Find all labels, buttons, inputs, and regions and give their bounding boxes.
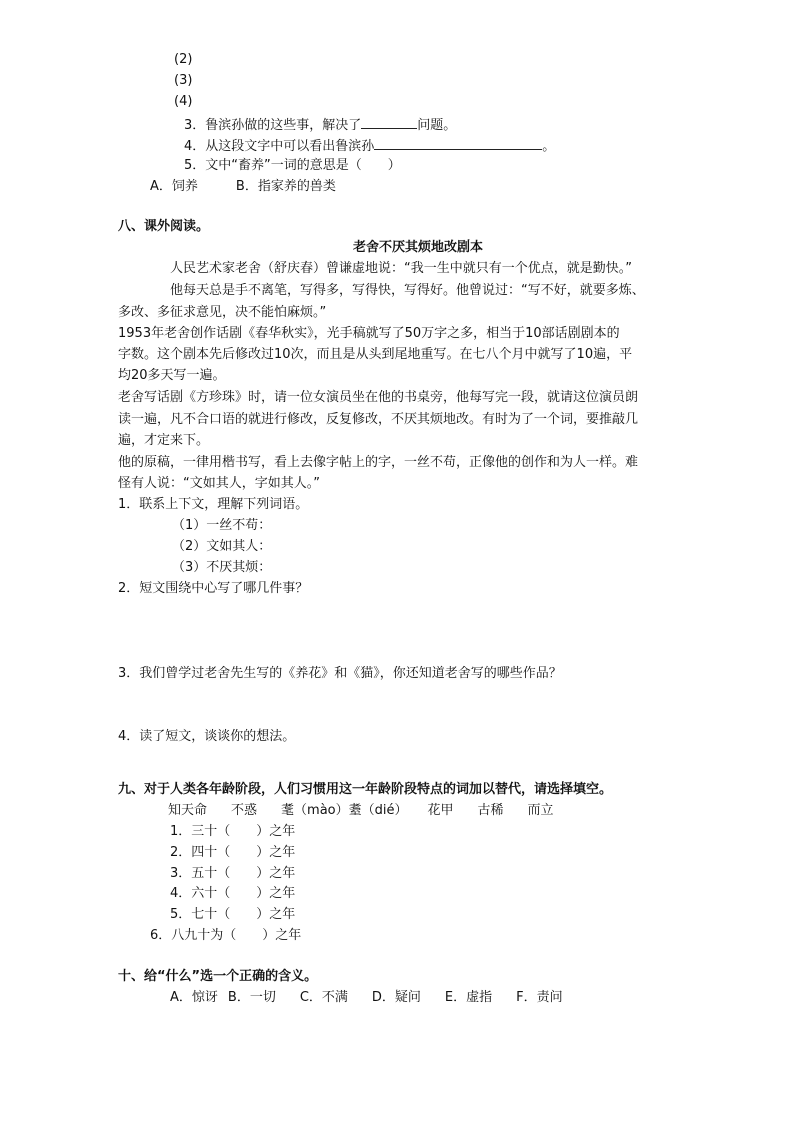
answer-blank[interactable] — [361, 114, 417, 129]
section-8-heading: 八、课外阅读。 — [118, 219, 210, 234]
section-10-heading: 十、给“什么”选一个正确的含义。 — [118, 969, 318, 984]
reading-paragraph-line: 他的原稿，一律用楷书写，看上去像字帖上的字，一丝不苟，正像他的创作和为人一样。难 — [118, 455, 639, 470]
reading-paragraph-line: 多改、多征求意见，决不能怕麻烦。” — [118, 305, 327, 320]
reading-question-4: 4．读了短文，谈谈你的想法。 — [118, 729, 296, 744]
option-b: B．指家养的兽类 — [235, 179, 336, 194]
vocab-item: （3）不厌其烦： — [172, 560, 272, 575]
reading-paragraph-line: 1953年老舍创作话剧《春华秋实》，光手稿就写了50万字之多，相当于10部话剧剧本的 — [118, 326, 620, 341]
vocab-item: （2）文如其人： — [172, 539, 272, 554]
reading-paragraph-line: 字数。这个剧本先后修改过10次，而且是从头到尾地重写。在七八个月中就写了10遍，平 — [118, 347, 633, 362]
word-bank-item: 耄（mào）耋（dié） — [281, 803, 408, 818]
vocab-item: （1）一丝不苟： — [172, 518, 272, 533]
sub-item-2: (2) — [174, 52, 193, 67]
meaning-option: A．惊讶 — [170, 990, 218, 1005]
meaning-option: D．疑问 — [371, 990, 421, 1005]
sub-item-4: (4) — [174, 94, 193, 109]
age-item: 1．三十（ ）之年 — [170, 824, 296, 839]
option-a: A．饲养 — [150, 179, 198, 194]
reading-title: 老舍不厌其烦地改剧本 — [353, 240, 484, 255]
question-4 — [184, 135, 555, 157]
question-5: 5．文中“畜养”一词的意思是（ ） — [184, 158, 401, 173]
question-3 — [184, 114, 456, 136]
age-item: 3．五十（ ）之年 — [170, 866, 296, 881]
age-item: 4．六十（ ）之年 — [170, 886, 296, 901]
meaning-options — [170, 988, 563, 1008]
answer-blank[interactable] — [374, 135, 542, 150]
sub-item-3: (3) — [174, 73, 193, 88]
reading-paragraph-line: 怪有人说：“文如其人，字如其人。” — [118, 476, 320, 491]
age-item: 6．八九十为（ ）之年 — [150, 928, 302, 943]
word-bank-item: 古稀 — [477, 803, 504, 818]
word-bank-item: 而立 — [527, 803, 554, 818]
word-bank-item: 不惑 — [231, 803, 258, 818]
age-item: 2．四十（ ）之年 — [170, 845, 296, 860]
question-3-suffix: 问题。 — [417, 118, 457, 133]
question-3-prefix: 3．鲁滨孙做的这些事，解决了 — [184, 118, 362, 133]
reading-paragraph-line: 均20多天写一遍。 — [118, 368, 226, 383]
meaning-option: F．责问 — [516, 990, 563, 1005]
question-4-prefix: 4．从这段文字中可以看出鲁滨孙 — [184, 139, 375, 154]
word-bank-item: 花甲 — [427, 803, 454, 818]
section-9-heading: 九、对于人类各年龄阶段，人们习惯用这一年龄阶段特点的词加以替代，请选择填空。 — [118, 782, 613, 797]
reading-paragraph-line: 遍，才定来下。 — [118, 433, 210, 448]
question-4-suffix: 。 — [542, 139, 556, 154]
meaning-option: E．虚指 — [444, 990, 493, 1005]
word-bank-item: 知天命 — [168, 803, 208, 818]
age-item: 5．七十（ ）之年 — [170, 907, 296, 922]
reading-question-1: 1．联系上下文，理解下列词语。 — [118, 497, 309, 512]
meaning-option: C．不满 — [299, 990, 348, 1005]
reading-paragraph-line: 他每天总是手不离笔，写得多，写得快，写得好。他曾说过：“写不好，就要多炼、 — [170, 283, 645, 298]
meaning-option: B．一切 — [227, 990, 276, 1005]
word-bank — [168, 801, 554, 821]
reading-question-2: 2．短文围绕中心写了哪几件事？ — [118, 581, 309, 596]
reading-paragraph-line: 人民艺术家老舍（舒庆春）曾谦虚地说：“我一生中就只有一个优点，就是勤快。” — [170, 261, 632, 276]
reading-paragraph-line: 老舍写话剧《方珍珠》时，请一位女演员坐在他的书桌旁，他每写完一段，就请这位演员朗 — [118, 390, 639, 405]
reading-paragraph-line: 读一遍，凡不合口语的就进行修改，反复修改，不厌其烦地改。有时为了一个词，要推敲几 — [118, 412, 639, 427]
question-5-options — [150, 177, 336, 197]
reading-question-3: 3．我们曾学过老舍先生写的《养花》和《猫》，你还知道老舍写的哪些作品？ — [118, 666, 562, 681]
